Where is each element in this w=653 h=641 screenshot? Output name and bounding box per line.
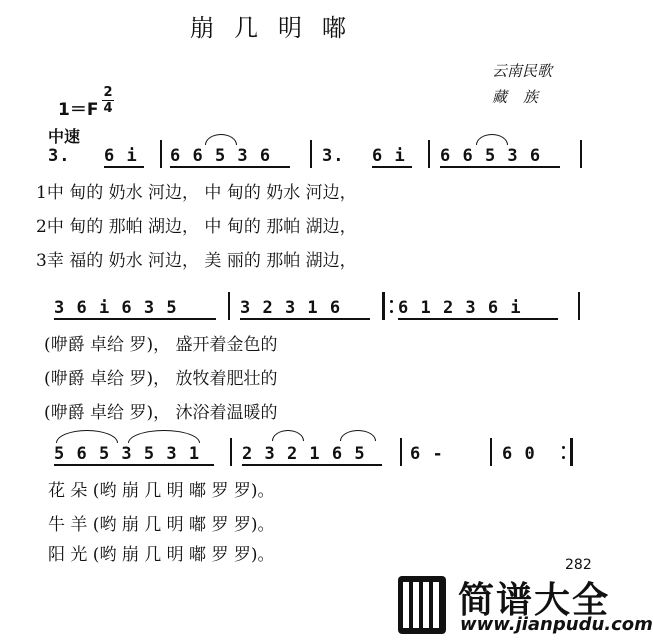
lyric-line: 1中 甸的 奶水 河边， 中 甸的 奶水 河边，: [36, 183, 357, 203]
time-signature: [102, 86, 114, 115]
watermark-brand: 简谱大全: [458, 580, 611, 621]
lyric-line: 牛 羊 (哟 崩 几 明 嘟 罗 罗)。: [48, 515, 275, 535]
note-group: 5 6 5 3 5 3 1: [54, 444, 201, 464]
note-group: 3 6 i 6 3 5: [54, 298, 178, 318]
note-group: 6 6 5 3 6: [440, 146, 542, 166]
page-number: 282: [565, 557, 592, 573]
song-ethnicity: 藏族: [492, 88, 555, 106]
lyric-line: 阳 光 (哟 崩 几 明 嘟 罗 罗)。: [48, 545, 275, 565]
tempo-marking: 中速: [48, 127, 81, 146]
note-group: 6 6 5 3 6: [170, 146, 272, 166]
note-group: 6 i: [372, 146, 406, 166]
note-group: 6 1 2 3 6 i: [398, 298, 522, 318]
lyric-line: 花 朵 (哟 崩 几 明 嘟 罗 罗)。: [48, 481, 275, 501]
note-group: 6 i: [104, 146, 138, 166]
note-group: 3 2 3 1 6: [240, 298, 342, 318]
time-top: 2: [103, 85, 113, 100]
lyric-line: (咿爵 卓给 罗)， 盛开着金色的: [44, 335, 278, 355]
lyric-line: (咿爵 卓给 罗)， 沐浴着温暖的: [44, 403, 278, 423]
song-source: 云南民歌: [492, 62, 553, 80]
note-group: 3.: [48, 146, 71, 166]
lyric-line: 3幸 福的 奶水 河边， 美 丽的 那帕 湖边，: [36, 251, 357, 271]
time-bottom: 4: [103, 101, 113, 116]
note-group: 3.: [322, 146, 345, 166]
lyric-line: (咿爵 卓给 罗)， 放牧着肥壮的: [44, 369, 278, 389]
watermark-site: www.jianpudu.com: [460, 614, 653, 635]
key-signature: 1＝F: [58, 100, 99, 120]
piano-logo-icon: [398, 576, 446, 634]
song-title: 崩几明嘟: [190, 14, 366, 42]
note-group: 2 3 2 1 6 5: [242, 444, 366, 464]
note-group: 6 0: [502, 444, 536, 464]
lyric-line: 2中 甸的 那帕 湖边， 中 甸的 那帕 湖边，: [36, 217, 357, 237]
note-group: 6 -: [410, 444, 444, 464]
